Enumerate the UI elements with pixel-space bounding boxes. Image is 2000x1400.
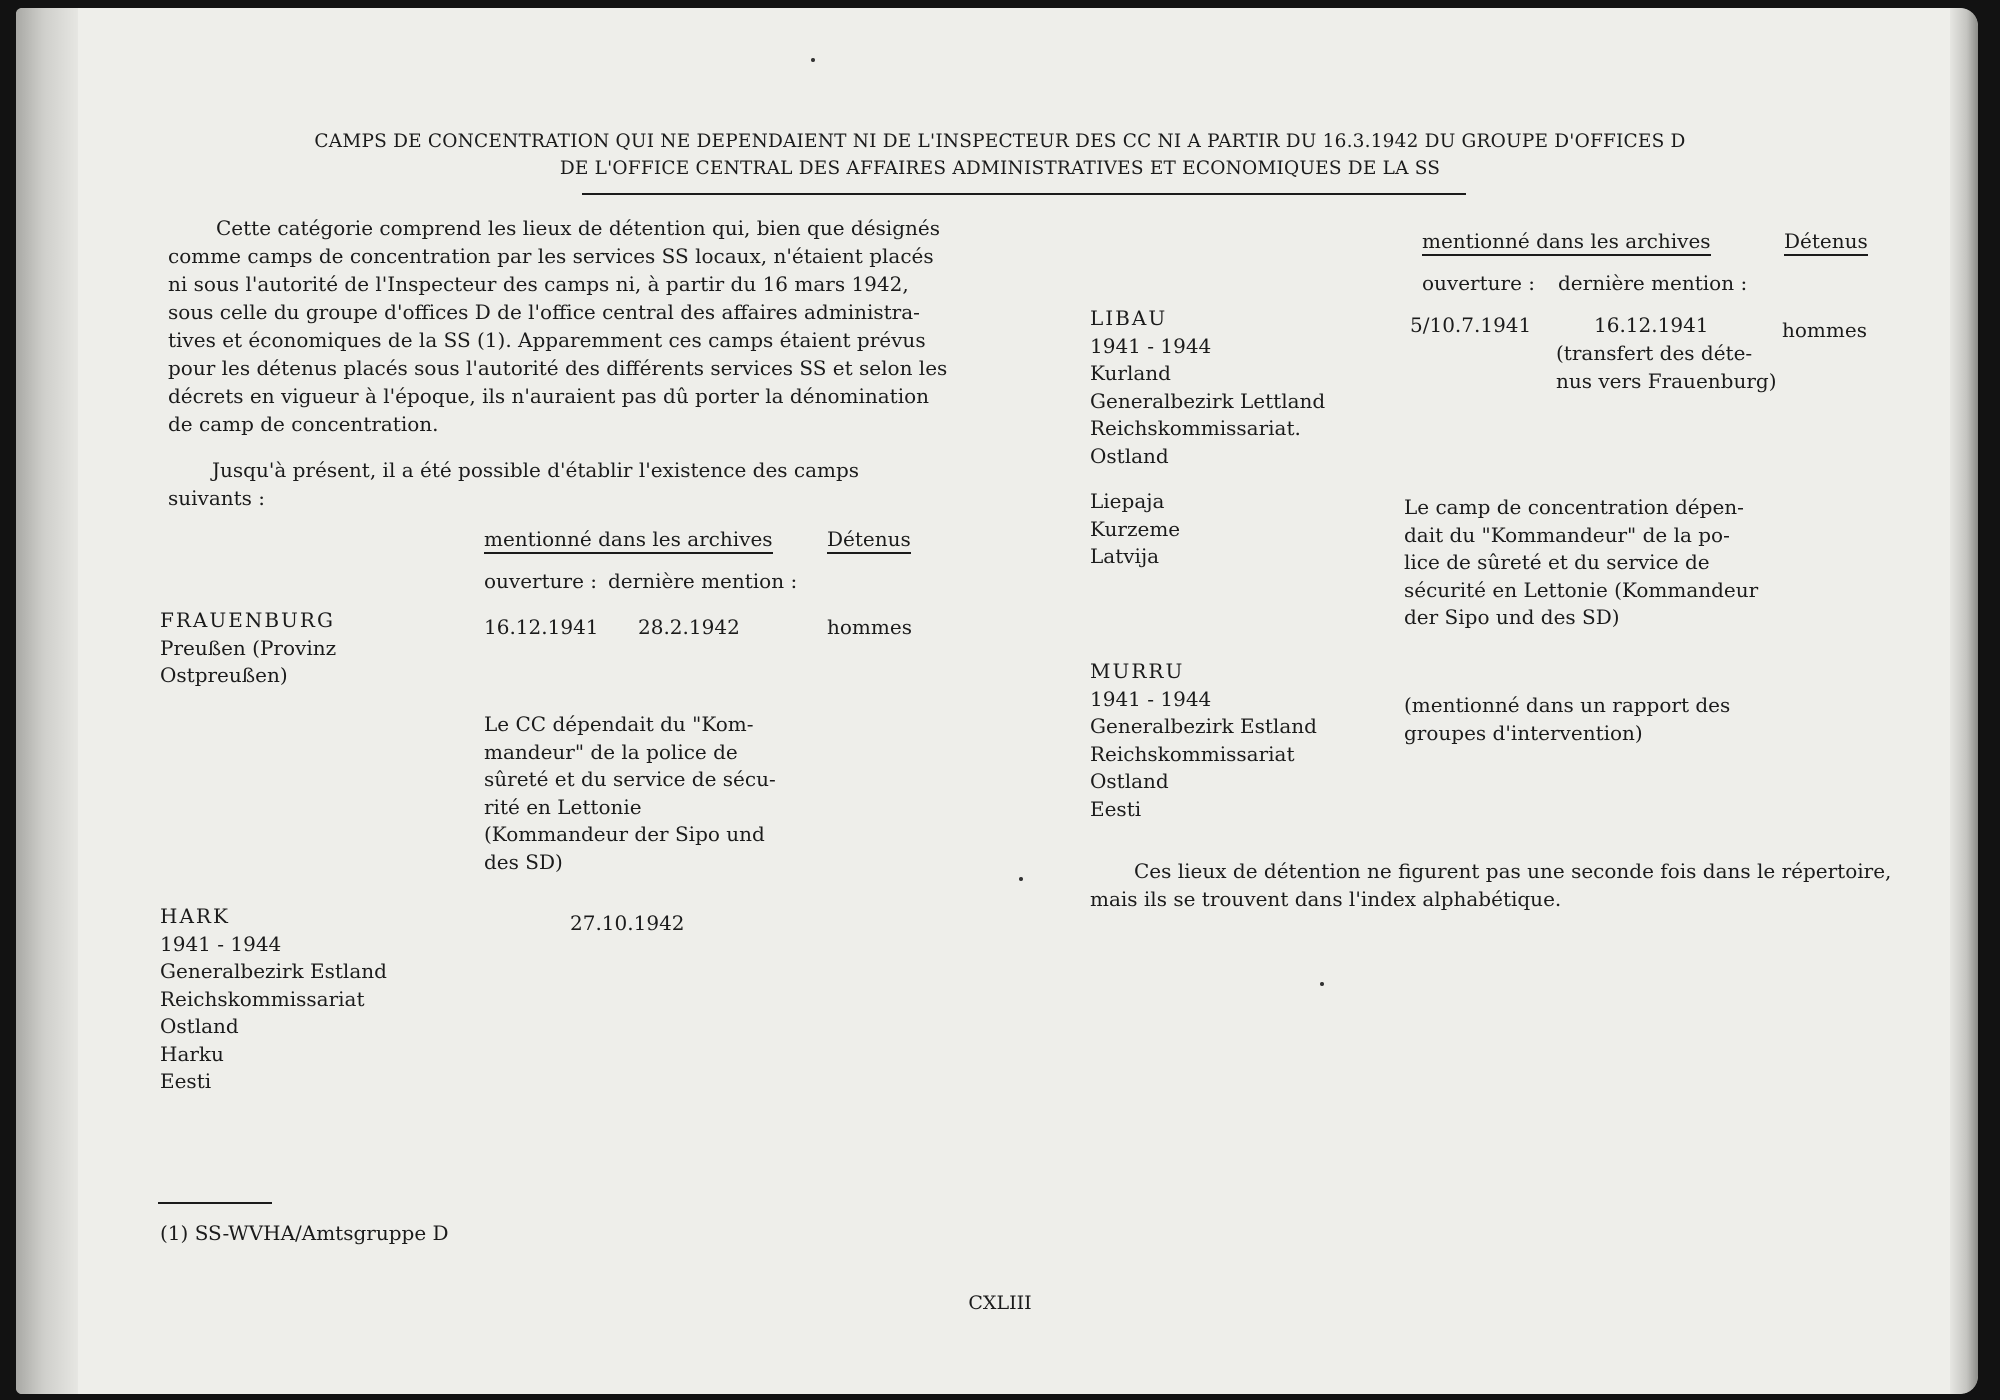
camp-location-line: Generalbezirk Lettland (1090, 388, 1326, 413)
header-opening-left: ouverture : (484, 569, 598, 593)
note-line: groupes d'intervention) (1404, 720, 1643, 745)
libau-last-mention: 16.12.1941 (1594, 313, 1709, 337)
note-line: (mentionné dans un rapport des (1404, 693, 1731, 717)
camp-name: HARK (160, 904, 230, 928)
note-line: (transfert des déte- (1556, 341, 1753, 365)
alt-name-line: Liepaja (1090, 489, 1165, 513)
camp-location-line: 1941 - 1944 (1090, 333, 1212, 358)
book-gutter (16, 8, 78, 1394)
speck (1019, 877, 1023, 881)
header-mentioned-left: mentionné dans les archives (484, 527, 773, 554)
header-detainees-left: Détenus (827, 527, 911, 554)
libau-note (1404, 494, 1758, 632)
header-last-mention-right: dernière mention : (1558, 271, 1748, 295)
intro-line: ni sous l'autorité de l'Inspecteur des camps ni, à partir du 16 mars 1942, (168, 272, 909, 296)
intro-line: tives et économiques de la SS (1). Apparemment ces camps étaient prévus (168, 328, 926, 352)
intro-line: Jusqu'à présent, il a été possible d'établir l'existence des camps (212, 458, 860, 482)
intro-line: pour les détenus placés sous l'autorité des différents services SS et selon les (168, 356, 948, 380)
header-last-mention-left: dernière mention : (608, 569, 798, 593)
camp-location-line: Reichskommissariat (1090, 741, 1295, 766)
frauenburg-last-mention: 28.2.1942 (638, 615, 740, 639)
camp-location-line: 1941 - 1944 (160, 931, 282, 956)
page-edge (1950, 8, 1978, 1394)
camp-location-line: Preußen (Provinz (160, 635, 337, 660)
note-line: mandeur" de la police de (484, 739, 738, 764)
camp-location-line: 1941 - 1944 (1090, 686, 1212, 711)
murru-note (1404, 692, 1730, 747)
libau-alt-names (1090, 488, 1180, 571)
header-detainees-right: Détenus (1784, 229, 1868, 256)
camp-name: FRAUENBURG (160, 608, 335, 632)
camp-murru (1090, 658, 1317, 823)
camp-location-line: Harku (160, 1041, 224, 1066)
camp-name: MURRU (1090, 659, 1185, 683)
header-mentioned-right: mentionné dans les archives (1422, 229, 1711, 256)
note-line: Le CC dépendait du "Kom- (484, 712, 754, 736)
alt-name-line: Latvija (1090, 544, 1160, 568)
camp-libau (1090, 305, 1325, 470)
camp-location-line: Generalbezirk Estland (160, 959, 387, 983)
camp-location-line: Kurland (1090, 361, 1171, 385)
note-line: des SD) (484, 849, 563, 874)
alt-name-line: Kurzeme (1090, 516, 1181, 541)
closing-paragraph (1090, 858, 1891, 913)
intro-line: de camp de concentration. (168, 412, 439, 436)
speck (811, 58, 815, 62)
libau-opening: 5/10.7.1941 (1410, 313, 1532, 337)
title-line-2: DE L'OFFICE CENTRAL DES AFFAIRES ADMINISTRATIVES ET ECONOMIQUES DE LA SS (559, 158, 1441, 179)
camp-location-line: Ostland (160, 1014, 239, 1038)
intro-paragraph-1 (168, 214, 947, 438)
frauenburg-detainees: hommes (827, 615, 912, 639)
libau-detainees: hommes (1782, 318, 1867, 342)
camp-location-line: Eesti (160, 1069, 212, 1093)
intro-line: comme camps de concentration par les services SS locaux, n'étaient placés (168, 244, 934, 268)
title-underline (582, 193, 1466, 195)
camp-name: LIBAU (1090, 306, 1168, 330)
camp-location-line: Ostpreußen) (160, 663, 288, 687)
note-line: nus vers Frauenburg) (1556, 368, 1777, 393)
frauenburg-note (484, 711, 776, 876)
closing-line: mais ils se trouvent dans l'index alphabétique. (1090, 886, 1562, 911)
page-number: CXLIII (968, 1292, 1032, 1314)
note-line: Le camp de concentration dépen- (1404, 495, 1744, 519)
note-line: dait du "Kommandeur" de la po- (1404, 522, 1730, 547)
title-line-1: CAMPS DE CONCENTRATION QUI NE DEPENDAIENT NI DE L'INSPECTEUR DES CC NI A PARTIR DU 16.3.1942 DU GROUPE D'OFFICES D (314, 131, 1686, 152)
note-line: (Kommandeur der Sipo und (484, 822, 765, 846)
camp-frauenburg (160, 607, 336, 690)
intro-line: sous celle du groupe d'offices D de l'office central des affaires administra- (168, 300, 920, 324)
intro-line: Cette catégorie comprend les lieux de détention qui, bien que désignés (216, 216, 940, 240)
intro-line: décrets en vigueur à l'époque, ils n'auraient pas dû porter la dénomination (168, 384, 930, 408)
note-line: sécurité en Lettonie (Kommandeur (1404, 577, 1759, 602)
note-line: der Sipo und des SD) (1404, 605, 1620, 629)
note-line: rité en Lettonie (484, 794, 642, 819)
speck (1320, 982, 1324, 986)
footnote-rule (158, 1202, 272, 1204)
frauenburg-opening: 16.12.1941 (484, 615, 599, 639)
hark-last-mention: 27.10.1942 (570, 911, 685, 935)
intro-line: suivants : (168, 486, 266, 510)
note-line: sûreté et du service de sécu- (484, 767, 776, 791)
camp-location-line: Eesti (1090, 796, 1142, 821)
libau-last-mention-note (1556, 340, 1777, 395)
note-line: lice de sûreté et du service de (1404, 550, 1710, 574)
header-opening-right: ouverture : (1422, 271, 1536, 295)
camp-hark (160, 903, 387, 1096)
camp-location-line: Generalbezirk Estland (1090, 714, 1317, 738)
closing-line: Ces lieux de détention ne figurent pas une seconde fois dans le répertoire, (1134, 859, 1892, 883)
intro-paragraph-2 (168, 456, 859, 512)
camp-location-line: Ostland (1090, 443, 1169, 468)
camp-location-line: Ostland (1090, 769, 1169, 793)
camp-location-line: Reichskommissariat (160, 986, 365, 1011)
footnote: (1) SS-WVHA/Amtsgruppe D (160, 1221, 449, 1245)
camp-location-line: Reichskommissariat. (1090, 416, 1301, 440)
